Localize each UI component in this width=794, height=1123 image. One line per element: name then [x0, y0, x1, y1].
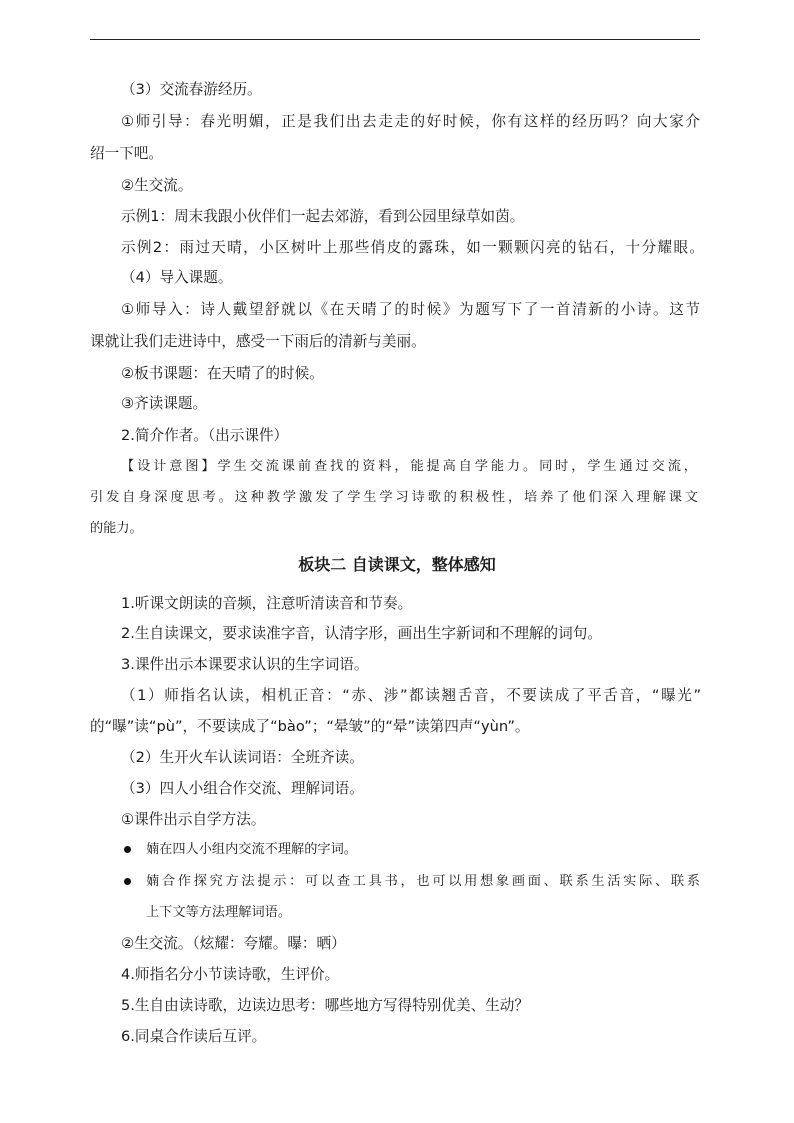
text-line: 6.同桌合作读后互评。 [121, 1028, 267, 1045]
bullet-icon [124, 846, 131, 853]
text-line: （4）导入课题。 [121, 269, 233, 286]
text-line: 2.简介作者。（出示课件） [121, 427, 289, 444]
text-line: 4.师指名分小节读诗歌，生评价。 [121, 966, 340, 983]
design-intent-line: 【设计意图】学生交流课前查找的资料，能提高自学能力。同时，学生通过交流， [121, 459, 697, 474]
list-item: 婻在四人小组内交流不理解的字词。 [146, 842, 357, 857]
text-line: 课就让我们走进诗中，感受一下雨后的清新与美丽。 [90, 333, 426, 350]
text-line: 3.课件出示本课要求认识的生字词语。 [121, 656, 369, 673]
text-line: ①师导入：诗人戴望舒就以《在天晴了的时候》为题写下了一首清新的小诗。这节 [121, 301, 700, 318]
text-line: 5.生自由读诗歌，边读边思考：哪些地方写得特别优美、生动？ [121, 997, 529, 1014]
design-intent-line: 的能力。 [90, 521, 143, 536]
text-line: ②板书课题：在天晴了的时候。 [121, 365, 324, 382]
section-heading: 板块二 自读课文，整体感知 [298, 555, 496, 574]
header-rule [90, 39, 700, 40]
text-line: （3）四人小组合作交流、理解词语。 [121, 780, 364, 797]
text-line: 的“曝”读“pù”，不要读成了“bào”；“晕皱”的“晕”读第四声“yùn”。 [90, 718, 530, 735]
text-line: ①课件出示自学方法。 [121, 811, 266, 828]
design-intent-line: 引发自身深度思考。这种教学激发了学生学习诗歌的积极性，培养了他们深入理解课文 [90, 490, 698, 505]
bullet-icon [124, 878, 131, 885]
text-line: 示例2：雨过天晴，小区树叶上那些俏皮的露珠，如一颗颗闪亮的钻石，十分耀眼。 [121, 239, 704, 256]
text-line: （3）交流春游经历。 [121, 81, 262, 98]
text-line: （1）师指名认读，相机正音：“赤、涉”都读翘舌音，不要读成了平舌音，“曝光” [121, 687, 701, 704]
text-line: ③齐读课题。 [121, 395, 208, 412]
text-line: 绍一下吧。 [90, 145, 163, 162]
text-line: ②生交流。（炫耀：夸耀。曝：晒） [121, 935, 346, 952]
text-line: ①师引导：春光明媚，正是我们出去走走的好时候，你有这样的经历吗？向大家介 [121, 113, 700, 130]
list-item: 婻合作探究方法提示：可以查工具书，也可以用想象画面、联系生活实际、联系 [146, 874, 700, 889]
list-item-continuation: 上下文等方法理解词语。 [146, 905, 292, 920]
text-line: （2）生开火车认读词语：全班齐读。 [121, 749, 364, 766]
text-line: 2.生自读课文，要求读准字音，认清字形，画出生字新词和不理解的词句。 [121, 625, 602, 642]
text-line: 1.听课文朗读的音频，注意听清读音和节奏。 [121, 595, 413, 612]
text-line: ②生交流。 [121, 177, 193, 194]
text-line: 示例1：周末我跟小伙伴们一起去郊游，看到公园里绿草如茵。 [121, 208, 525, 225]
